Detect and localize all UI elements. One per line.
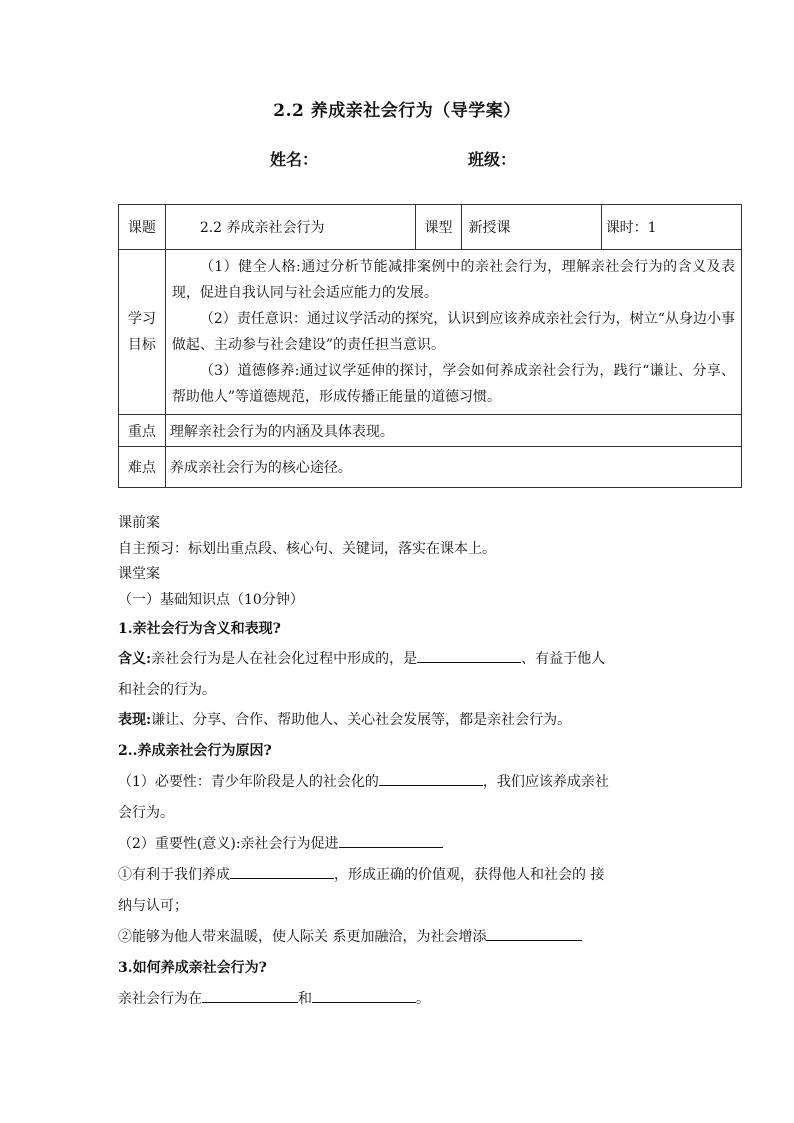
- meaning-text-b: 、有益于他人: [521, 651, 606, 667]
- meaning-text-a: 亲社会行为是人在社会化过程中形成的，是: [151, 651, 418, 667]
- q1-meaning-line: [118, 648, 605, 668]
- q2-necessity-line: [118, 771, 609, 791]
- subject-label: 课题: [119, 205, 166, 250]
- fill-blank[interactable]: [379, 771, 483, 786]
- q2-necessity-cont: 会行为。: [118, 805, 174, 821]
- table-row: [119, 415, 742, 447]
- q3-text-a: 亲社会行为在: [118, 991, 202, 1007]
- question-3: 3.如何养成亲社会行为?: [118, 960, 267, 976]
- document-title: 2.2 养成亲社会行为（导学案）: [273, 101, 521, 121]
- goals-label-line-2: 目标: [127, 337, 156, 353]
- q2-point2-line: [118, 926, 582, 946]
- fill-blank[interactable]: [202, 988, 298, 1003]
- meaning-label: 含义:: [118, 651, 152, 667]
- period-value: 课时：1: [601, 205, 741, 250]
- necessity-text-a: （1）必要性：青少年阶段是人的社会化的: [118, 774, 379, 790]
- fill-blank[interactable]: [312, 988, 416, 1003]
- goal-item: （3）道德修养:通过议学延伸的探讨，学会如何养成亲社会行为，践行“谦让、分享、帮助他人”等道德规范，形成传播正能量的道德习惯。: [171, 363, 735, 405]
- q2-point1-cont: 纳与认可；: [118, 898, 188, 914]
- name-label: 姓名：: [270, 150, 319, 169]
- lesson-info-table: [118, 204, 742, 488]
- show-text: 谦让、分享、合作、帮助他人、关心社会发展等，都是亲社会行为。: [151, 712, 572, 728]
- goals-content: [165, 250, 741, 415]
- section-heading: （一）基础知识点（10分钟）: [118, 592, 304, 608]
- question-1: 1.亲社会行为含义和表现?: [118, 621, 281, 637]
- difficulty-label: 难点: [119, 447, 166, 488]
- preview-instruction: 自主预习：标划出重点段、核心句、关键词，落实在课本上。: [118, 541, 496, 557]
- point1-text-b: ，形成正确的价值观，获得他人和社会的 接: [334, 867, 605, 883]
- fill-blank[interactable]: [339, 833, 443, 848]
- class-label: 班级：: [468, 150, 517, 169]
- show-label: 表现:: [118, 712, 152, 728]
- table-row: [119, 205, 742, 250]
- table-row: [119, 447, 742, 488]
- q2-importance-line: [118, 833, 443, 853]
- necessity-text-b: ，我们应该养成亲社: [482, 774, 609, 790]
- difficulty-value: 养成亲社会行为的核心途径。: [165, 447, 741, 488]
- goal-item: （1）健全人格:通过分析节能减排案例中的亲社会行为，理解亲社会行为的含义及表现，促进自我认同与社会适应能力的发展。: [171, 259, 735, 301]
- q3-text-b: 和: [298, 991, 312, 1007]
- fill-blank[interactable]: [486, 926, 582, 941]
- type-label: 课型: [415, 205, 462, 250]
- q3-text-c: 。: [416, 991, 430, 1007]
- goals-label: [119, 250, 166, 415]
- fill-blank[interactable]: [230, 864, 334, 879]
- point2-text: ②能够为他人带来温暖，使人际关 系更加融洽，为社会增添: [118, 929, 487, 945]
- type-value: 新授课: [462, 205, 601, 250]
- goal-item: （2）责任意识：通过议学活动的探究，认识到应该养成亲社会行为，树立“从身边小事做起、主动参与社会建设”的责任担当意识。: [171, 311, 735, 353]
- goals-label-line-1: 学习: [127, 311, 156, 327]
- table-row: [119, 250, 742, 415]
- q1-meaning-cont: 和社会的行为。: [118, 682, 216, 698]
- importance-text: （2）重要性(意义):亲社会行为促进: [118, 836, 339, 852]
- subject-value: 2.2 养成亲社会行为: [165, 205, 415, 250]
- inclass-heading: 课堂案: [118, 566, 160, 582]
- question-2: 2..养成亲社会行为原因?: [118, 743, 272, 759]
- q3-line: [118, 988, 430, 1008]
- key-point-label: 重点: [119, 415, 166, 447]
- point1-text-a: ①有利于我们养成: [118, 867, 230, 883]
- fill-blank[interactable]: [417, 648, 521, 663]
- q2-point1-line: [118, 864, 604, 884]
- key-point-value: 理解亲社会行为的内涵及具体表现。: [165, 415, 741, 447]
- q1-show-line: [118, 709, 571, 729]
- preclass-heading: 课前案: [118, 515, 160, 531]
